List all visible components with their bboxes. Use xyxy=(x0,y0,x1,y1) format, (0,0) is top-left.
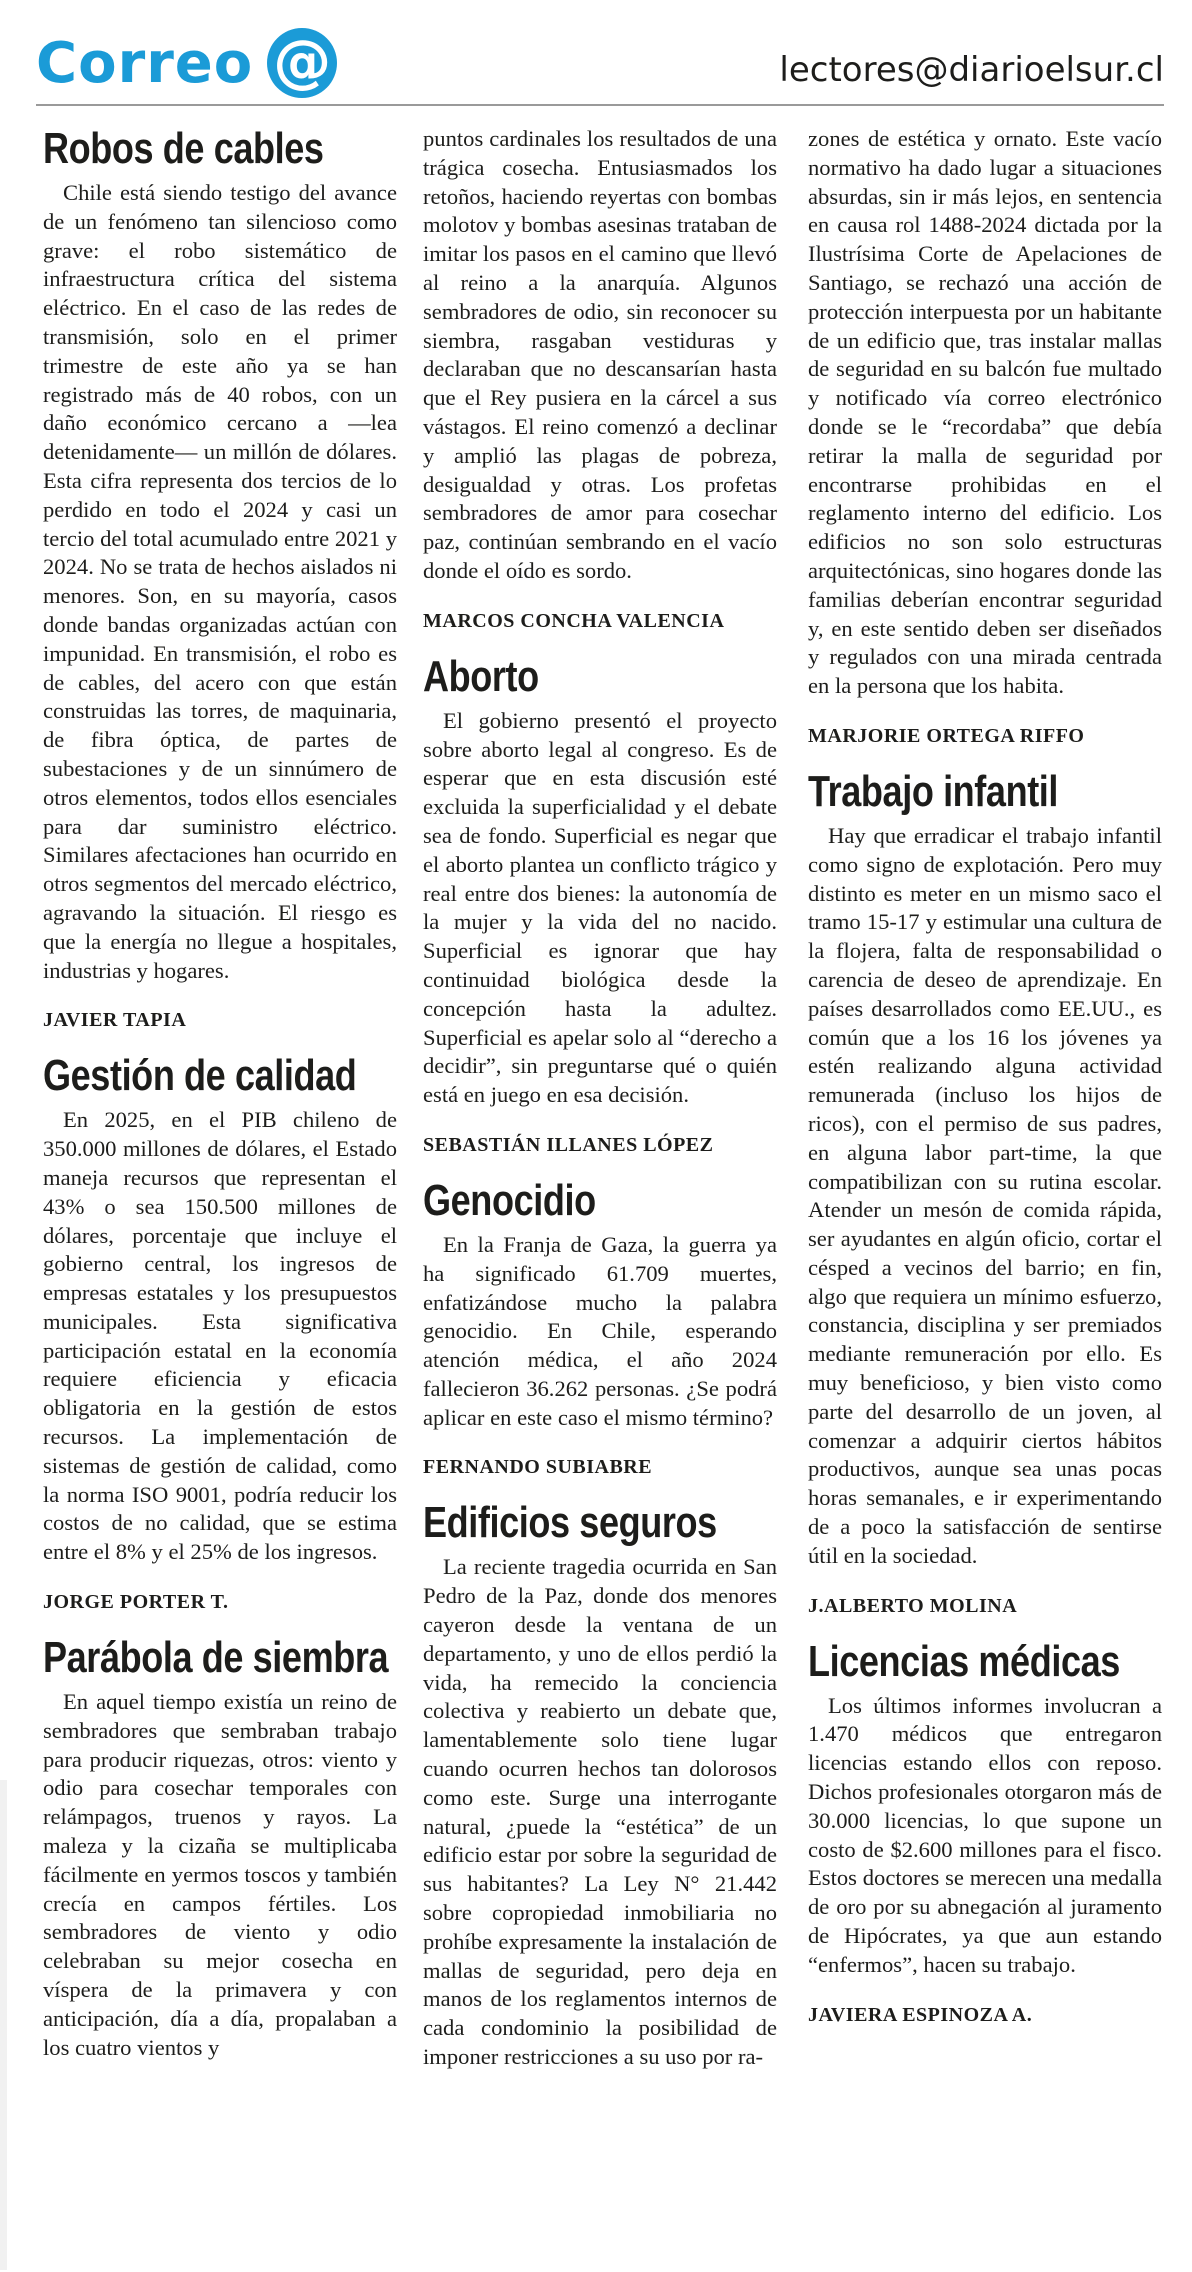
letter-body: En la Franja de Gaza, la guerra ya ha significado 61.709 muertes, enfatizándose mucho la palabra genocidio. En Chile, esperando atención médica, el año 2024 fallecieron 36.262 personas. ¿Se podrá aplicar en este caso el mismo término? xyxy=(423,1231,777,1430)
letter-body: Hay que erradicar el trabajo infantil como signo de explotación. Pero muy distinto es meter en un mismo saco el tramo 15-17 y estimular una cultura de la flojera, falta de responsabilidad o carencia de deseo de aprendizaje. En países desarrollados como EE.UU., es común que a los 16 los jóvenes ya estén realizando alguna actividad remunerada (incluso los hijos de ricos), con el permiso de sus padres, en alguna labor part-time, la que compatibilizan con su rutina escolar. Atender un mesón de comida rápida, ser ayudantes en algún oficio, cortar el césped a vecinos del barrio; en fin, algo que requiera un mínimo esfuerzo, constancia, disciplina y ser premiados mediante remuneración por ello. Es muy beneficioso, y bien visto como parte del desarrollo de un joven, al comenzar a adquirir ciertos hábitos productivos, aunque sea unas pocas horas semanales, e ir experimentando de a poco la satisfacción de sentirse útil en la sociedad. xyxy=(808,822,1162,1568)
letter-gestion-de-calidad xyxy=(43,1052,397,1614)
letter-headline: Aborto xyxy=(423,651,539,701)
letter-body: En 2025, en el PIB chileno de 350.000 millones de dólares, el Estado maneja recursos que representan el 43% o sea 150.500 millones de dólares, porcentaje que incluye el gobierno central, los ingresos de empresas estatales y los presupuestos municipales. Esta significativa participación estatal en la economía requiere eficiencia y eficacia obligatoria en la gestión de estos recursos. La implementación de sistemas de gestión de calidad, como la norma ISO 9001, podría reducir los costos de no calidad, que se estima entre el 8% y el 25% de los ingresos. xyxy=(43,1107,397,1565)
letter-genocidio xyxy=(423,1177,777,1480)
letter-author: JORGE PORTER T. xyxy=(43,1591,229,1614)
letter-author: MARCOS CONCHA VALENCIA xyxy=(423,609,725,632)
letter-trabajo-infantil xyxy=(808,768,1162,1618)
letter-headline: Parábola de siembra xyxy=(43,1633,389,1683)
letter-author: MARJORIE ORTEGA RIFFO xyxy=(808,724,1085,747)
letter-headline: Genocidio xyxy=(423,1175,596,1225)
letter-edificios-continued xyxy=(808,125,1162,748)
at-icon: @ xyxy=(267,28,337,98)
letter-body: La reciente tragedia ocurrida en San Pedro de la Paz, donde dos menores cayeron desde la ventana de un departamento, y uno de ellos perdió la vida, ha remecido la conciencia colectiva y reabierto un debate que, lamentablemente solo tiene lugar cuando ocurren hechos tan dolorosos como este. Surge una interrogante natural, ¿puede la “estética” de un edificio estar por sobre la seguridad de sus habitantes? La Ley N° 21.442 sobre copropiedad inmobiliaria no prohíbe expresamente la instalación de mallas de seguridad, pero deja en manos de los reglamentos internos de cada condominio la posibilidad de imponer restricciones a su uso por ra- xyxy=(423,1554,777,2070)
letter-body: El gobierno presentó el proyecto sobre aborto legal al congreso. Es de esperar que en esta discusión esté excluida la superficialidad y el debate sea de fondo. Superficial es negar que el aborto plantea un conflicto trágico y real entre dos bienes: la autonomía de la mujer y la vida del no nacido. Superficial es ignorar que hay continuidad biológica desde la concepción hasta la adultez. Superficial es apelar solo al “derecho a decidir”, sin preguntarse qué o quién está en juego en esa decisión. xyxy=(423,707,777,1108)
letter-author: JAVIER TAPIA xyxy=(43,1009,187,1032)
letter-headline: Edificios seguros xyxy=(423,1498,717,1548)
letter-edificios-seguros xyxy=(423,1499,777,2071)
letter-body: zones de estética y ornato. Este vacío normativo ha dado lugar a situaciones absurdas, sin ir más lejos, en sentencia en causa rol 1488-2024 dictada por la Ilustrísima Corte de Apelaciones de Santiago, se rechazó una acción de protección interpuesta por un habitante de un edificio que, tras instalar mallas de seguridad en su balcón fue multado y notificado vía correo electrónico donde se le “recordaba” que debía retirar la malla de seguridad por encontrarse prohibidas en el reglamento interno del edificio. Los edificios no son solo estructuras arquitectónicas, sino hogares donde las familias deberían encontrar seguridad y, en este sentido deben ser diseñados y regulados con una mirada centrada en la persona que los habita. xyxy=(808,126,1162,699)
section-title: Correo xyxy=(36,30,254,96)
letter-author: SEBASTIÁN ILLANES LÓPEZ xyxy=(423,1133,714,1156)
letter-parabola-de-siembra xyxy=(43,1634,397,2062)
letter-body: En aquel tiempo existía un reino de sembradores que sembraban trabajo para producir riquezas, otros: viento y odio para cosechar temporales con relámpagos, truenos y rayos. La maleza y la cizaña se multiplicaba fácilmente en yermos toscos y también crecía en campos fértiles. Los sembradores de viento y odio celebraban su mejor cosecha en víspera de la primavera y con anticipación, día a día, propalaban a los cuatro vientos y xyxy=(43,1689,397,2060)
letter-parabola-continued xyxy=(423,125,777,633)
letter-aborto xyxy=(423,653,777,1157)
letter-author: JAVIERA ESPINOZA A. xyxy=(808,2003,1033,2026)
letter-headline: Robos de cables xyxy=(43,124,324,173)
header-divider xyxy=(36,104,1164,106)
letter-robos-de-cables xyxy=(43,125,397,1032)
letter-headline: Trabajo infantil xyxy=(808,766,1059,816)
letter-headline: Licencias médicas xyxy=(808,1636,1120,1686)
column-3 xyxy=(808,125,1162,2047)
letter-author: J.ALBERTO MOLINA xyxy=(808,1594,1018,1617)
letter-body: Chile está siendo testigo del avance de un fenómeno tan silencioso como grave: el robo sistemático de infraestructura crítica del sistema eléctrico. En el caso de las redes de transmisión, solo en el primer trimestre de este año ya se han registrado más de 40 robos, con un daño económico cercano a —lea detenidamente— un millón de dólares. Esta cifra representa dos tercios de lo perdido en todo el 2024 y casi un tercio del total acumulado entre 2021 y 2024. No se trata de hechos aislados ni menores. Son, en su mayoría, casos donde bandas organizadas actúan con impunidad. En transmisión, el robo es de cables, del acero con que están construidas las torres, de maquinaria, de fibra óptica, de partes de subestaciones y de un sinnúmero de otros elementos, todos ellos esenciales para dar suministro eléctrico. Similares afectaciones han ocurrido en otros segmentos del mercado eléctrico, agravando la situación. El riesgo es que la energía no llegue a hospitales, industrias y hogares. xyxy=(43,180,397,983)
contact-email[interactable]: lectores@diarioelsur.cl xyxy=(779,50,1164,90)
letter-author: FERNANDO SUBIABRE xyxy=(423,1456,653,1479)
page-edge-shade xyxy=(0,1780,7,2270)
letter-body: puntos cardinales los resultados de una trágica cosecha. Entusiasmados los retoños, haciendo reyertas con bombas molotov y bombas asesinas trataban de imitar los pasos en el camino que llevó al reino a la anarquía. Algunos sembradores de odio, sin reconocer su siembra, rasgaban vestiduras y declaraban que no descansarían hasta que el Rey pusiera en la cárcel a sus vástagos. El reino comenzó a declinar y amplió las plagas de pobreza, desigualdad y otras. Los profetas sembradores de amor para cosechar paz, continúan sembrando en el vacío donde el oído es sordo. xyxy=(423,126,777,583)
column-1 xyxy=(43,125,397,2062)
letter-headline: Gestión de calidad xyxy=(43,1051,357,1101)
page-header xyxy=(36,22,1164,102)
letter-body: Los últimos informes involucran a 1.470 médicos que entregaron licencias estando ellos con reposo. Dichos profesionales otorgaron más de 30.000 licencias, lo que supone un costo de $2.600 millones para el fisco. Estos doctores se merecen una medalla de oro por su abnegación al juramento de Hipócrates, ya que aun estando “enfermos”, hacen su trabajo. xyxy=(808,1692,1162,1977)
section-brand xyxy=(36,28,337,98)
letter-licencias-medicas xyxy=(808,1638,1162,2027)
column-2 xyxy=(423,125,777,2072)
